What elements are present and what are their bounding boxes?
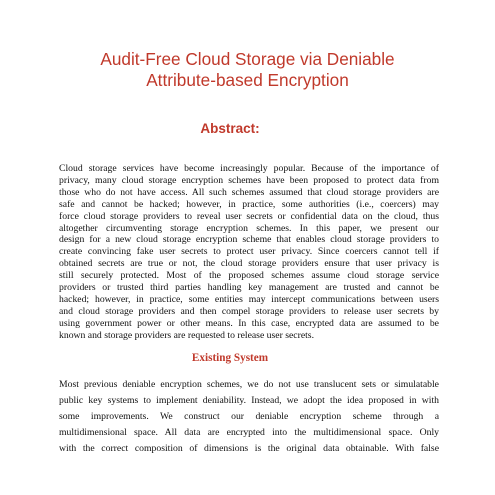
abstract-line: still securely protected. Most of the proposed schemes assume cloud storage service [59,270,439,282]
existing-system-line: Most previous deniable encryption schemes, we do not use translucent sets or simulatable [59,379,439,390]
existing-system-paragraph [59,377,439,457]
page-title [40,49,455,91]
existing-system-line: multidimensional space. All data are encrypted into the multidimensional space. Only [59,427,439,439]
existing-system-line: public key systems to implement deniability. Instead, we adopt the idea proposed in with [59,395,439,407]
abstract-line: those who do not have access. All such schemes assumed that cloud storage providers are [59,186,439,198]
title-line: Attribute-based Encryption [146,70,349,90]
abstract-line: force cloud storage providers to reveal user secrets or confidential data on the cloud, thus [59,210,439,222]
abstract-line: privacy, many cloud storage encryption schemes have been proposed to protect data from [59,174,439,186]
title-line: Audit-Free Cloud Storage via Deniable [100,49,395,69]
abstract-line: create convincing fake user secrets to protect user privacy. Since coercers cannot tell if [59,246,439,258]
abstract-line: providers or trusted third parties handling key management are trusted and cannot be [59,282,439,294]
abstract-line: and cloud storage providers and then compel storage providers to release user secrets by [59,305,439,317]
abstract-line: design for a new cloud storage encryption scheme that enables cloud storage providers to [59,234,439,246]
abstract-line: altogether circumventing storage encryption schemes. In this paper, we present our [59,222,439,234]
abstract-line: using government power or other means. In this case, encrypted data are assumed to be [59,317,439,329]
abstract-paragraph [59,163,439,342]
abstract-line: Cloud storage services have become increasingly popular. Because of the importance of [59,163,439,174]
existing-system-line: some improvements. We construct our deniable encryption scheme through a [59,411,439,423]
abstract-line: obtained secrets are true or not, the cloud storage providers ensure that user privacy is [59,258,439,270]
existing-system-line: with the correct composition of dimensions is the original data obtainable. With false [59,443,439,455]
abstract-line: hacked; however, in practice, some entities may intercept communications between users [59,293,439,305]
existing-system-heading: Existing System [191,352,269,364]
abstract-line: known and storage providers are requested to release user secrets. [59,329,315,341]
abstract-heading: Abstract: [200,121,260,136]
abstract-line: safe and cannot be hacked; however, in practice, some authorities (i.e., coercers) may [59,198,439,210]
